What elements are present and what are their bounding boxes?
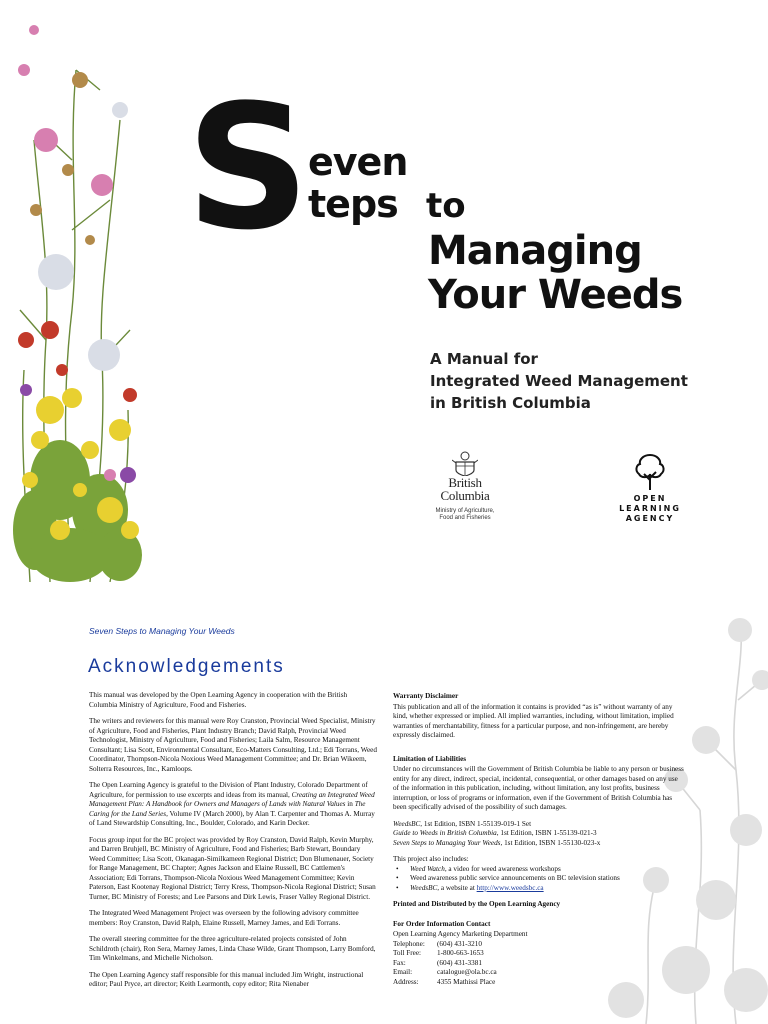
weedsbc-website-link[interactable]: http://www.weedsbc.ca <box>476 883 544 892</box>
bc-ministry-line1: Ministry of Agriculture, <box>435 508 495 514</box>
acknowledgements-page <box>0 590 768 1024</box>
manual-title: Creating an Integrated Weed Management Plan: A Handbook for Owners and Managers of Lands with Natural Values <box>89 790 375 808</box>
subtitle-line: in British Columbia <box>430 394 591 412</box>
paragraph: Focus group input for the BC project was provided by Roy Cranston, David Ralph, Kevin Murphy, and Darren Bruhjell, BC Ministry of Agriculture, Food and Fisheries; Barb Stewart, Boundary Weed Committee; Lisa Scott, Okanagan-Similkameen Regional District; Don Blumenauer, Society for Range Management, BC Chapter; Agnes Jackson and Elaine Russell, BC Cattlemen's Association; Edi Torrans, Thompson-Nicola Noxious Weed Management Committee; Kevin Paterson, East Kootenay Regional District; Terry Kress, Thompson-Nicola Regional District; Susan Turner, BC Ministry of Forests; and Lee Parsons and Dirk Lewis, Fraser Valley Regional District. <box>89 835 376 901</box>
isbn-line <box>393 820 685 830</box>
title-word-teps: teps <box>308 182 398 226</box>
open-learning-agency-logo <box>612 452 688 524</box>
isbn-line <box>393 839 685 849</box>
subtitle-line: A Manual for <box>430 350 538 368</box>
bc-name-line1: British <box>448 475 482 490</box>
contact-row <box>393 949 685 959</box>
paragraph-colorado-credit <box>89 781 377 829</box>
right-column <box>393 691 685 987</box>
ola-line-open: OPEN <box>633 494 667 503</box>
isbn-detail: , 1st Edition, ISBN 1-55139-021-3 <box>496 829 597 837</box>
item-detail: , a video for weed awareness workshops <box>444 864 561 873</box>
title-word-your-weeds: Your Weeds <box>428 272 683 318</box>
contact-row <box>393 968 685 978</box>
order-organization: Open Learning Agency Marketing Department <box>393 930 528 938</box>
item-detail: Weed awareness public service announcements on BC television stations <box>410 874 620 882</box>
title-word-managing: Managing <box>428 228 642 274</box>
paragraph: The Integrated Weed Management Project was overseen by the following advisory committee members: Roy Cranston, David Ralph, Elaine Russell, Marney James, and Edi Torrans. <box>89 909 359 927</box>
bc-ministry-line2: Food and Fisheries <box>439 515 491 521</box>
contact-value: (604) 431-3210 <box>437 939 482 948</box>
text-span: , Volume IV (March 2000), by Alan T. Carpenter and Thomas A. Murray of Land Stewardship Consulting, Inc., Boulder, Colorado, and Karin Decker. <box>89 809 375 827</box>
paragraph: This manual was developed by the Open Learning Agency in cooperation with the British Columbia Ministry of Agriculture, Food and Fisheries. <box>89 691 348 709</box>
contact-value: catalogue@ola.bc.ca <box>437 968 497 976</box>
wildflowers-illustration <box>10 10 150 582</box>
text-span: The Open Learning Agency is grateful to the Division of Plant Industry, Colorado Department of Agriculture, for permission to use excerpts and ideas from its manual, <box>89 781 368 799</box>
warranty-text: This publication and all of the information it contains is provided “as is” without warranty of any kind, whether expressed or implied. All implied warranties, including, without limitation, implied warranties of merchantability, fitness for a particular purpose, and non-infringement, are hereby expressly disclaimed. <box>393 702 674 739</box>
list-item <box>393 884 685 894</box>
contact-row <box>393 959 685 969</box>
title-word-even: even <box>308 140 408 184</box>
isbn-detail: , 1st Edition, ISBN 1-55139-019-1 Set <box>420 819 532 828</box>
paragraph: The Open Learning Agency staff responsible for this manual included Jim Wright, instructional editor; Paul Pryce, art director; Keith Learmonth, copy editor; Rita Nienaber <box>89 970 364 988</box>
isbn-detail: , 1st Edition, ISBN 1-55130-023-x <box>500 838 601 847</box>
bc-crest-icon <box>452 450 478 476</box>
running-head: Seven Steps to Managing Your Weeds <box>89 626 235 636</box>
contact-row <box>393 940 685 950</box>
publication-title: Guide to Weeds in British Columbia <box>393 829 497 837</box>
item-title: Weed Watch <box>410 864 445 873</box>
contact-value: (604) 431-3381 <box>437 958 482 967</box>
contact-label: Address: <box>393 977 419 986</box>
section-heading: Limitation of Liabilities <box>393 754 467 763</box>
item-title: WeedsBC <box>410 883 438 892</box>
includes-intro: This project also includes: <box>393 855 469 863</box>
ola-line-learning: LEARNING <box>619 504 681 513</box>
contact-label: Telephone: <box>393 939 425 948</box>
tree-icon <box>633 452 667 492</box>
paragraph: The writers and reviewers for this manual were Roy Cranston, Provincial Weed Specialist, Ministry of Agriculture, Food and Fisheries, Plant Industry Branch; David Ralph, Provincial Weed Technologist, Ministry of Agriculture, Food and Fisheries; Laila Salm, Resource Management Consultant; Lisa Scott, Environmental Consultant, Eco-Matters Consulting, Ltd.; Edi Torrans, Weed Coordinator, Thompson-Nicola Noxious Weed Management Committee; and Dr. Brian Wikeem, Solterra Resources, Inc., Kamloops. <box>89 717 377 773</box>
list-item <box>393 865 685 875</box>
contact-value: 4355 Mathissi Place <box>437 977 496 986</box>
publication-title: Seven Steps to Managing Your Weeds <box>393 838 501 847</box>
contact-value: 1-800-663-1653 <box>437 949 484 957</box>
title-initial-s: S <box>186 67 306 268</box>
publication-title: WeedsBC <box>393 819 421 828</box>
isbn-line <box>393 829 685 839</box>
section-heading: For Order Information Contact <box>393 919 491 928</box>
bc-name-line2: Columbia <box>440 488 490 503</box>
liability-text: Under no circumstances will the Government of British Columbia be liable to any person or business entity for any direct, indirect, special, incidental, consequential, or other damages based on any use of the information in this publication, including, without limitation, any lost profits, business interruption, or loss of programs or information, even if the Government of British Columbia has been specifically advised of the possibility of such damages. <box>393 765 684 811</box>
title-word-to: to <box>426 186 466 226</box>
text-span: in <box>345 800 355 808</box>
contact-label: Fax: <box>393 958 406 967</box>
subtitle-line: Integrated Weed Management <box>430 372 688 390</box>
list-item <box>393 874 685 884</box>
cover-title <box>186 67 706 426</box>
item-detail: , a website at <box>437 883 477 892</box>
british-columbia-logo <box>420 450 510 530</box>
contact-label: Toll Free: <box>393 949 422 957</box>
series-title: The Caring for the Land Series <box>89 800 366 818</box>
contact-label: Email: <box>393 968 413 976</box>
left-column <box>89 691 377 997</box>
ola-line-agency: AGENCY <box>625 514 675 523</box>
contact-row <box>393 978 685 988</box>
page-title: Acknowledgements <box>88 656 285 677</box>
includes-list <box>393 865 685 894</box>
paragraph: The overall steering committee for the three agriculture-related projects consisted of John Schildroth (chair), Ron Sera, Marney James, Linda Chase Wilde, Grant Thompson, Larry Bomford, Tim Winkelmans, and Michelle Nicholson. <box>89 935 376 962</box>
section-heading: Printed and Distributed by the Open Learning Agency <box>393 900 561 908</box>
section-heading: Warranty Disclaimer <box>393 692 459 700</box>
cover-subtitle <box>430 348 688 414</box>
